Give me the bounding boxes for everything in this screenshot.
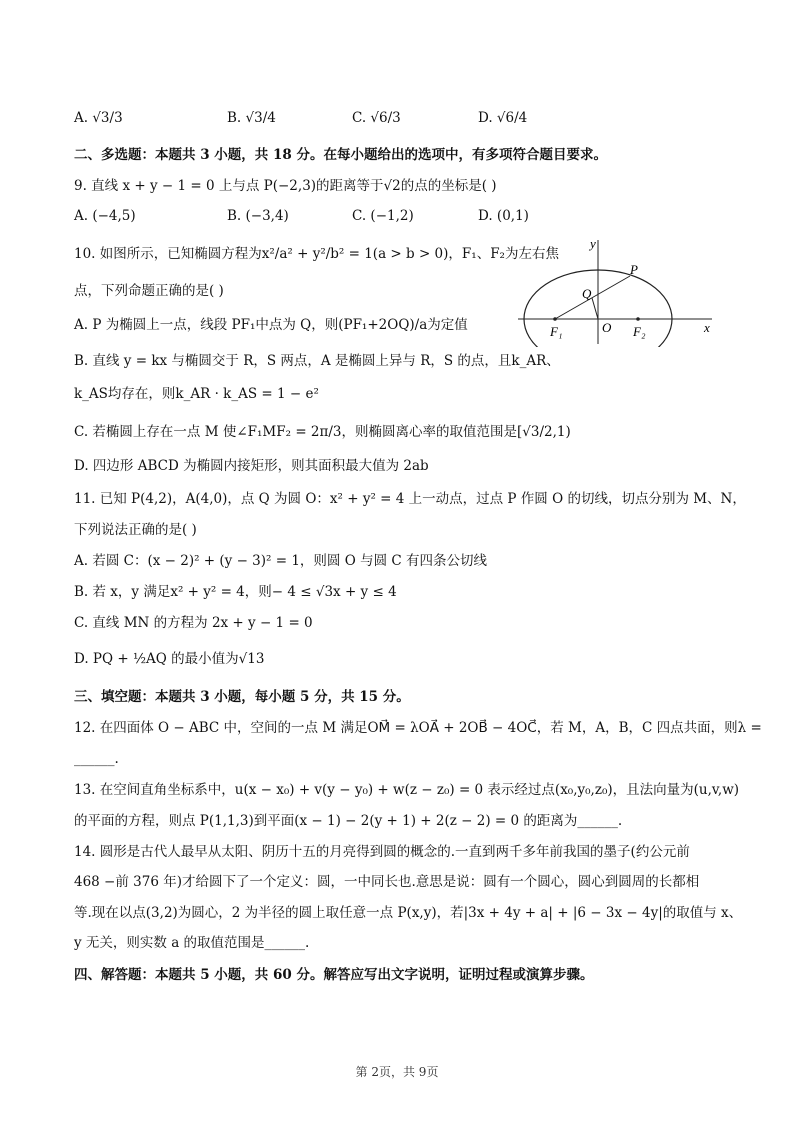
section4-header: 四、解答题：本题共 5 小题，共 60 分。解答应写出文字说明，证明过程或演算步骤。 xyxy=(74,967,594,983)
q10-option-c: C. 若椭圆上存在一点 M 使∠F₁MF₂ = 2π/3，则椭圆离心率的取值范围是[√3/2,1) xyxy=(74,424,571,440)
o-label: O xyxy=(602,320,612,335)
q13-line1: 13. 在空间直角坐标系中，u(x − x₀) + v(y − y₀) + w(z − z₀) = 0 表示经过点(x₀,y₀,z₀)，且法向量为(u,v,w) xyxy=(74,782,740,798)
option-b-prev: B. √3/4 xyxy=(227,110,276,126)
q9-option-b: B. (−3,4) xyxy=(227,208,289,224)
q11-line1: 11. 已知 P(4,2)，A(4,0)，点 Q 为圆 O：x² + y² = 4 上一动点，过点 P 作圆 O 的切线，切点分别为 M、N， xyxy=(74,491,746,507)
q10-line2: 点，下列命题正确的是( ) xyxy=(74,283,224,299)
q11-option-a: A. 若圆 C：(x − 2)² + (y − 3)² = 1，则圆 O 与圆 C 有四条公切线 xyxy=(74,553,487,569)
f1-label: F₁ xyxy=(550,324,563,339)
q9-option-c: C. (−1,2) xyxy=(352,208,414,224)
q9-stem: 9. 直线 x + y − 1 = 0 上与点 P(−2,3)的距离等于√2的点的坐标是( ) xyxy=(74,178,497,194)
q14-line3: 等.现在以点(3,2)为圆心，2 为半径的圆上取任意一点 P(x,y)，若|3x + 4y + a| + |6 − 3x − 4y|的取值与 x、 xyxy=(74,905,743,921)
option-c-prev: C. √6/3 xyxy=(352,110,401,126)
option-d-prev: D. √6/4 xyxy=(478,110,528,126)
segment-oq xyxy=(592,298,598,319)
q10-option-a: A. P 为椭圆上一点，线段 PF₁中点为 Q，则(PF₁+2OQ)/a为定值 xyxy=(74,317,468,333)
q14-line1: 14. 圆形是古代人最早从太阳、阴历十五的月亮得到圆的概念的.一直到两千多年前我国的墨子(约公元前 xyxy=(74,844,690,860)
section2-header: 二、多选题：本题共 3 小题，共 18 分。在每小题给出的选项中，有多项符合题目要求。 xyxy=(74,147,607,163)
p-label: P xyxy=(630,262,638,277)
x-label: x xyxy=(704,320,710,335)
q10-line1: 10. 如图所示，已知椭圆方程为x²/a² + y²/b² = 1(a > b > 0)，F₁、F₂为左右焦 xyxy=(74,246,559,262)
point-f2 xyxy=(636,317,640,321)
q14-line2: 468 −前 376 年)才给圆下了一个定义：圆，一中同长也.意思是说：圆有一个圆心，圆心到圆周的长都相 xyxy=(74,874,700,890)
q10-option-b-line2: k_AS均存在，则k_AR · k_AS = 1 − e² xyxy=(74,386,319,402)
q-label: Q xyxy=(582,286,592,301)
page-footer: 第 2页，共 9页 xyxy=(355,1065,439,1079)
q10-option-d: D. 四边形 ABCD 为椭圆内接矩形，则其面积最大值为 2ab xyxy=(74,458,429,474)
q14-line4: y 无关，则实数 a 的取值范围是______. xyxy=(74,935,310,951)
q12-line2: ______. xyxy=(74,751,119,767)
q11-option-b: B. 若 x，y 满足x² + y² = 4，则− 4 ≤ √3x + y ≤ 4 xyxy=(74,584,397,600)
q9-option-d: D. (0,1) xyxy=(478,208,529,224)
section3-header: 三、填空题：本题共 3 小题，每小题 5 分，共 15 分。 xyxy=(74,689,410,705)
q11-option-c: C. 直线 MN 的方程为 2x + y − 1 = 0 xyxy=(74,615,313,631)
point-f1 xyxy=(553,317,557,321)
y-label: y xyxy=(590,236,596,251)
f2-label: F₂ xyxy=(633,324,646,339)
q11-line2: 下列说法正确的是( ) xyxy=(74,522,197,538)
q10-option-b-line1: B. 直线 y = kx 与椭圆交于 R，S 两点，A 是椭圆上异与 R，S 的点，且k_AR、 xyxy=(74,353,560,369)
q13-line2: 的平面的方程，则点 P(1,1,3)到平面(x − 1) − 2(y + 1) + 2(z − 2) = 0 的距离为______. xyxy=(74,813,623,829)
option-a-prev: A. √3/3 xyxy=(74,110,123,126)
segment-pf1 xyxy=(555,276,630,319)
ellipse-figure xyxy=(512,232,722,347)
q11-option-d: D. PQ + ½AQ 的最小值为√13 xyxy=(74,651,265,667)
q12-line1: 12. 在四面体 O − ABC 中，空间的一点 M 满足OM⃗ = λOA⃗ + 2OB⃗ − 4OC⃗，若 M，A，B，C 四点共面，则λ = xyxy=(74,720,762,736)
q9-option-a: A. (−4,5) xyxy=(74,208,136,224)
